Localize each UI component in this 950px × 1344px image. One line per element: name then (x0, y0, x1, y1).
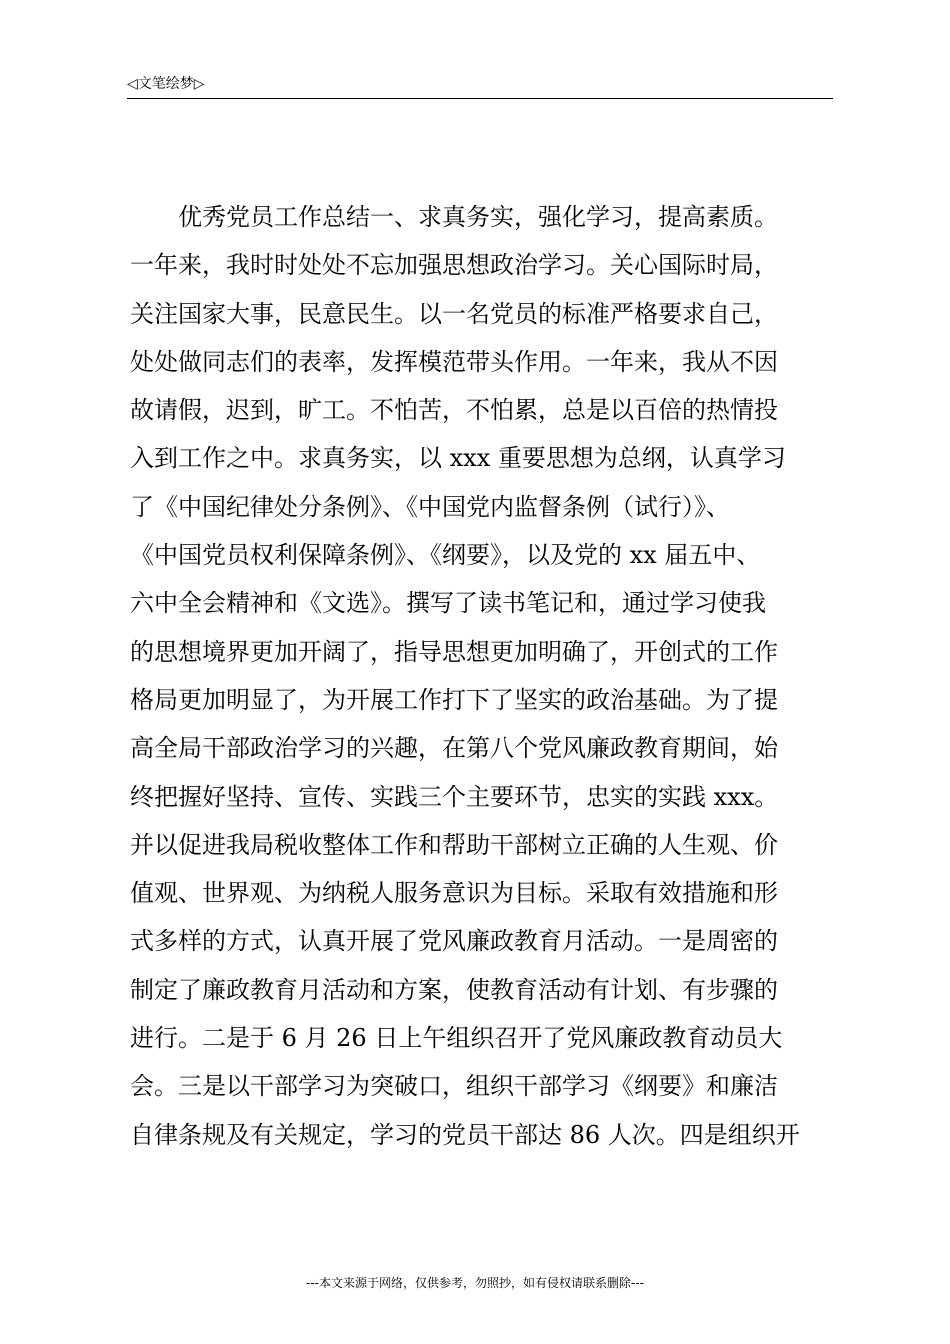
page-footer: ---本文来源于网络，仅供参考，勿照抄，如有侵权请联系删除--- (306, 1276, 644, 1290)
body-line: 故请假，迟到，旷工。不怕苦，不怕累，总是以百倍的热情投 (130, 396, 778, 425)
body-line: 的思想境界更加开阔了，指导思想更加明确了，开创式的工作 (130, 637, 778, 666)
body-line: 自律条规及有关规定，学习的党员干部达 86 人次。四是组织开 (130, 1120, 800, 1149)
body-line: 式多样的方式，认真开展了党风廉政教育月活动。一是周密的 (130, 927, 778, 956)
body-line: 六中全会精神和《文选》。撰写了读书笔记和，通过学习使我 (130, 589, 766, 618)
body-line: 制定了廉政教育月活动和方案，使教育活动有计划、有步骤的 (130, 975, 778, 1004)
body-line: 一年来，我时时处处不忘加强思想政治学习。关心国际时局， (130, 251, 778, 280)
body-line: 并以促进我局税收整体工作和帮助干部树立正确的人生观、价 (130, 830, 778, 859)
body-line: 处处做同志们的表率，发挥模范带头作用。一年来，我从不因 (130, 347, 778, 376)
body-line: 格局更加明显了，为开展工作打下了坚实的政治基础。为了提 (130, 685, 778, 714)
body-line: 会。三是以干部学习为突破口，组织干部学习《纲要》和廉洁 (130, 1072, 778, 1101)
body-line: 优秀党员工作总结一、求真务实，强化学习，提高素质。 (130, 203, 778, 231)
body-line: 进行。二是于 6 月 26 日上午组织召开了党风廉政教育动员大 (130, 1024, 783, 1053)
document-body (130, 193, 834, 1159)
body-line: 了《中国纪律处分条例》、《中国党内监督条例（试行）》、 (130, 492, 730, 521)
page-header: ◁文笔绘梦▷ (127, 76, 205, 92)
body-line: 值观、世界观、为纳税人服务意识为目标。采取有效措施和形 (130, 879, 778, 908)
body-line: 《中国党员权利保障条例》、《纲要》，以及党的 xx 届五中、 (130, 541, 761, 570)
body-line: 入到工作之中。求真务实，以 xxx 重要思想为总纲，认真学习 (130, 444, 786, 473)
body-line: 关注国家大事，民意民生。以一名党员的标准严格要求自己， (130, 299, 778, 328)
header-divider (127, 98, 833, 99)
body-line: 终把握好坚持、宣传、实践三个主要环节，忠实的实践 xxx。 (130, 782, 779, 811)
body-line: 高全局干部政治学习的兴趣，在第八个党风廉政教育期间，始 (130, 734, 778, 763)
